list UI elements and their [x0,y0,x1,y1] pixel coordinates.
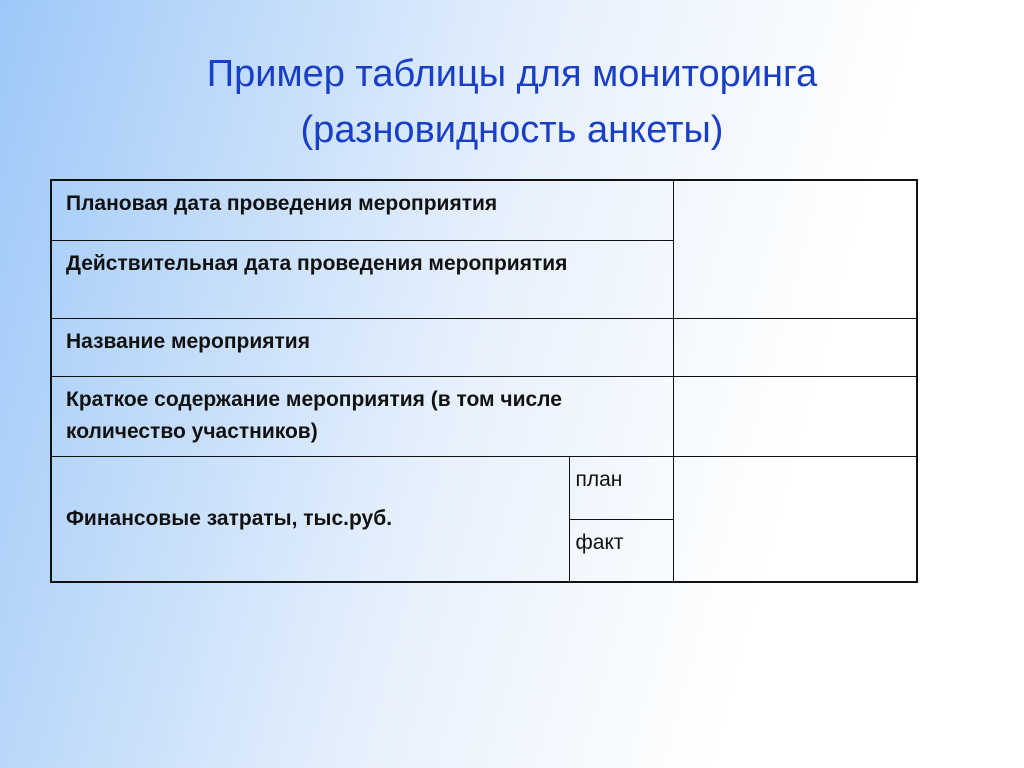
title-line-2: (разновидность анкеты) [300,109,724,151]
title-line-1: Пример таблицы для мониторинга [206,53,818,95]
event-name-value-cell[interactable] [673,318,917,376]
finance-plan-label: план [569,456,673,519]
monitoring-table [50,179,918,583]
event-summary-value-cell[interactable] [673,376,917,456]
actual-date-label: Действительная дата проведения мероприятия [51,240,673,318]
finance-value-cell[interactable] [673,456,917,582]
finance-label: Финансовые затраты, тыс.руб. [51,456,569,582]
table-row [51,376,917,456]
finance-fact-label: факт [569,519,673,582]
table-row [51,318,917,376]
event-summary-label: Краткое содержание мероприятия (в том числе количество участников) [51,376,673,456]
slide-title [0,46,1024,158]
date-value-cell[interactable] [673,180,917,318]
planned-date-label: Плановая дата проведения мероприятия [51,180,673,240]
event-name-label: Название мероприятия [51,318,673,376]
table-row [51,456,917,519]
table-row [51,180,917,240]
